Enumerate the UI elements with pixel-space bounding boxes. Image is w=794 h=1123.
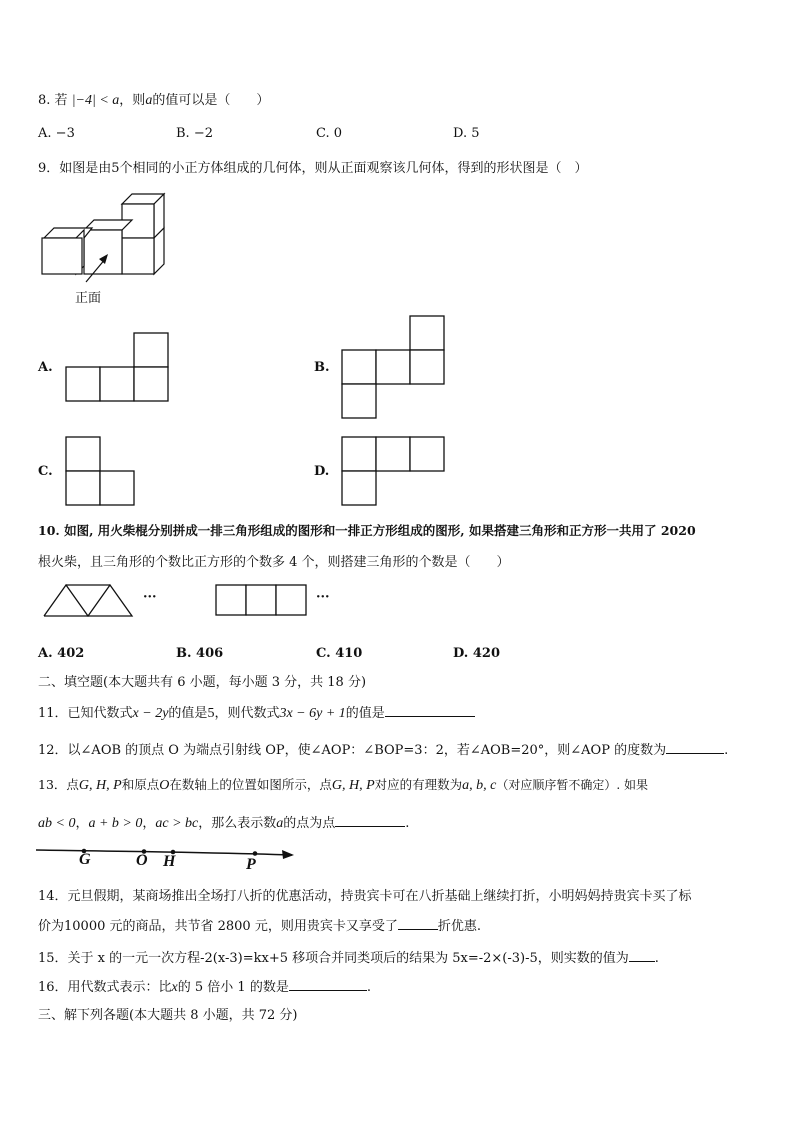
q10-triangles-figure	[44, 584, 140, 618]
q11-value: 5	[207, 706, 215, 721]
option-label: D.	[453, 646, 469, 661]
q15-answer-blank[interactable]	[629, 947, 655, 962]
q14-stem-line2	[38, 915, 481, 934]
q8-variable: a	[145, 93, 153, 108]
option-label: D.	[453, 126, 468, 141]
q11-text: 的值是	[345, 706, 385, 721]
q13-origin: O	[159, 778, 170, 793]
point-o-label: O	[136, 852, 148, 869]
q13-end: .	[405, 816, 410, 831]
q10-option-b[interactable]	[176, 646, 223, 661]
q9-option-c-figure[interactable]	[66, 437, 136, 507]
q9-front-label: 正面	[75, 291, 102, 306]
q9-solid-figure	[36, 188, 176, 308]
q13-text: 13．点	[38, 777, 79, 792]
q13-stem-line1	[38, 775, 648, 794]
q13-text: 的点为点	[283, 816, 336, 831]
option-value: 402	[57, 646, 85, 661]
q10-option-d[interactable]	[453, 646, 500, 661]
q13-answer-blank[interactable]	[335, 812, 405, 827]
q15-stem	[38, 947, 659, 966]
q9-option-d-label[interactable]: D.	[314, 464, 330, 479]
q8-number: 8.	[38, 93, 51, 108]
q13-text: 和原点	[121, 777, 160, 792]
q13-variable: a	[276, 816, 284, 831]
q9-option-d-figure[interactable]	[342, 437, 446, 507]
option-label: B.	[176, 126, 190, 141]
q16-stem	[38, 976, 371, 996]
option-value: −3	[55, 126, 75, 141]
q11-answer-blank[interactable]	[385, 702, 475, 717]
q10-squares-figure	[216, 585, 308, 617]
q10-ellipsis-1: ···	[143, 590, 157, 605]
q15-end: .	[654, 951, 659, 966]
q16-text: 16．用代数式表示：比	[38, 980, 172, 995]
option-value: −2	[193, 126, 213, 141]
section-2-heading: 二、填空题(本大题共有 6 小题，每小题 3 分，共 18 分)	[38, 675, 367, 690]
q10-ellipsis-2: ···	[316, 590, 330, 605]
q13-condition-1: ab < 0	[38, 816, 76, 831]
q13-text: 对应的有理数为	[374, 777, 463, 792]
section-3-heading: 三、解下列各题(本大题共 8 小题，共 72 分)	[38, 1008, 298, 1023]
q8-text: ，则	[119, 93, 146, 108]
q9-option-a-label[interactable]: A.	[38, 360, 53, 375]
q8-option-a[interactable]	[38, 126, 75, 141]
q10-stem-line2: 根火柴，且三角形的个数比正方形的个数多 4 个，则搭建三角形的个数是（ ）	[38, 555, 510, 570]
q11-text: ，则代数式	[214, 706, 280, 721]
q13-stem-line2: ab < 0，a + b > 0，ac > bc，那么表示数a的点为点 .	[38, 812, 409, 832]
option-label: C.	[316, 126, 330, 141]
q8-text: 的值可以是（ ）	[152, 93, 270, 108]
q8-option-b[interactable]	[176, 126, 213, 141]
q13-points: G, H, P	[78, 778, 122, 793]
option-value: 0	[333, 126, 343, 141]
q13-condition-3: ac > bc	[155, 816, 199, 831]
q11-expression-2: 3x − 6y + 1	[279, 706, 346, 721]
q11-expression-1: x − 2y	[132, 706, 169, 721]
q8-option-c[interactable]	[316, 126, 342, 141]
q14-text: 价为10000 元的商品，共节省 2800 元，则用贵宾卡又享受了	[38, 919, 398, 934]
q13-text: 在数轴上的位置如图所示，点	[169, 777, 332, 792]
q9-stem: 9．如图是由5个相同的小正方体组成的几何体，则从正面观察该几何体，得到的形状图是（ ）	[38, 161, 588, 176]
q16-end: .	[366, 980, 371, 995]
q12-stem	[38, 739, 728, 758]
q11-stem	[38, 702, 475, 722]
q9-option-b-label[interactable]: B.	[314, 360, 330, 375]
point-g-label: G	[79, 851, 91, 868]
point-h-label: H	[163, 853, 176, 870]
q8-stem	[38, 89, 269, 109]
q11-text: 11．已知代数式	[38, 706, 133, 721]
q10-stem-line1: 10. 如图, 用火柴棍分别拼成一排三角形组成的图形和一排正方形组成的图形, 如果搭建三角形和正方形一共用了 2020	[38, 523, 696, 538]
q13-points: G, H, P	[331, 778, 375, 793]
option-label: A.	[38, 126, 52, 141]
q13-condition-2: a + b > 0	[88, 816, 143, 831]
q10-option-c[interactable]	[316, 646, 362, 661]
option-value: 410	[335, 646, 363, 661]
q9-option-a-figure[interactable]	[66, 332, 170, 402]
q10-option-a[interactable]	[38, 646, 84, 661]
q12-answer-blank[interactable]	[666, 739, 724, 754]
q8-expression: |−4| < a	[71, 93, 120, 108]
q15-text: 15．关于 x 的一元一次方程-2(x-3)=kx+5 移项合并同类项后的结果为 5x=-2×(-3)-5，则实数的值为	[38, 951, 629, 966]
option-value: 5	[471, 126, 480, 141]
q9-option-b-figure[interactable]	[342, 315, 446, 419]
q12-end: .	[724, 743, 729, 758]
q13-text: （对应顺序暂不确定）. 如果	[496, 778, 648, 792]
q11-text: 的值是	[168, 706, 208, 721]
option-value: 420	[472, 646, 501, 661]
q14-text: 折优惠.	[437, 919, 481, 934]
q8-option-d[interactable]	[453, 126, 480, 141]
q16-answer-blank[interactable]	[289, 976, 367, 991]
q16-text: 的 5 倍小 1 的数是	[177, 980, 289, 995]
q13-text: ，那么表示数	[198, 816, 277, 831]
q14-answer-blank[interactable]	[398, 915, 438, 930]
q8-text: 若	[54, 93, 68, 108]
q14-stem-line1: 14．元旦假期，某商场推出全场打八折的优惠活动，持贵宾卡可在八折基础上继续打折，小明妈妈持贵宾卡买了标	[38, 889, 692, 904]
option-value: 406	[196, 646, 224, 661]
q12-text: 12．以∠AOB 的顶点 O 为端点引射线 OP，使∠AOP：∠BOP=3：2，若∠AOB=20°，则∠AOP 的度数为	[38, 743, 667, 758]
option-label: B.	[176, 646, 192, 661]
q9-option-c-label[interactable]: C.	[38, 464, 53, 479]
q13-values: a, b, c	[462, 778, 497, 793]
option-label: C.	[316, 646, 331, 661]
q16-variable: x	[171, 980, 178, 995]
point-p-label: P	[246, 856, 256, 873]
option-label: A.	[38, 646, 53, 661]
